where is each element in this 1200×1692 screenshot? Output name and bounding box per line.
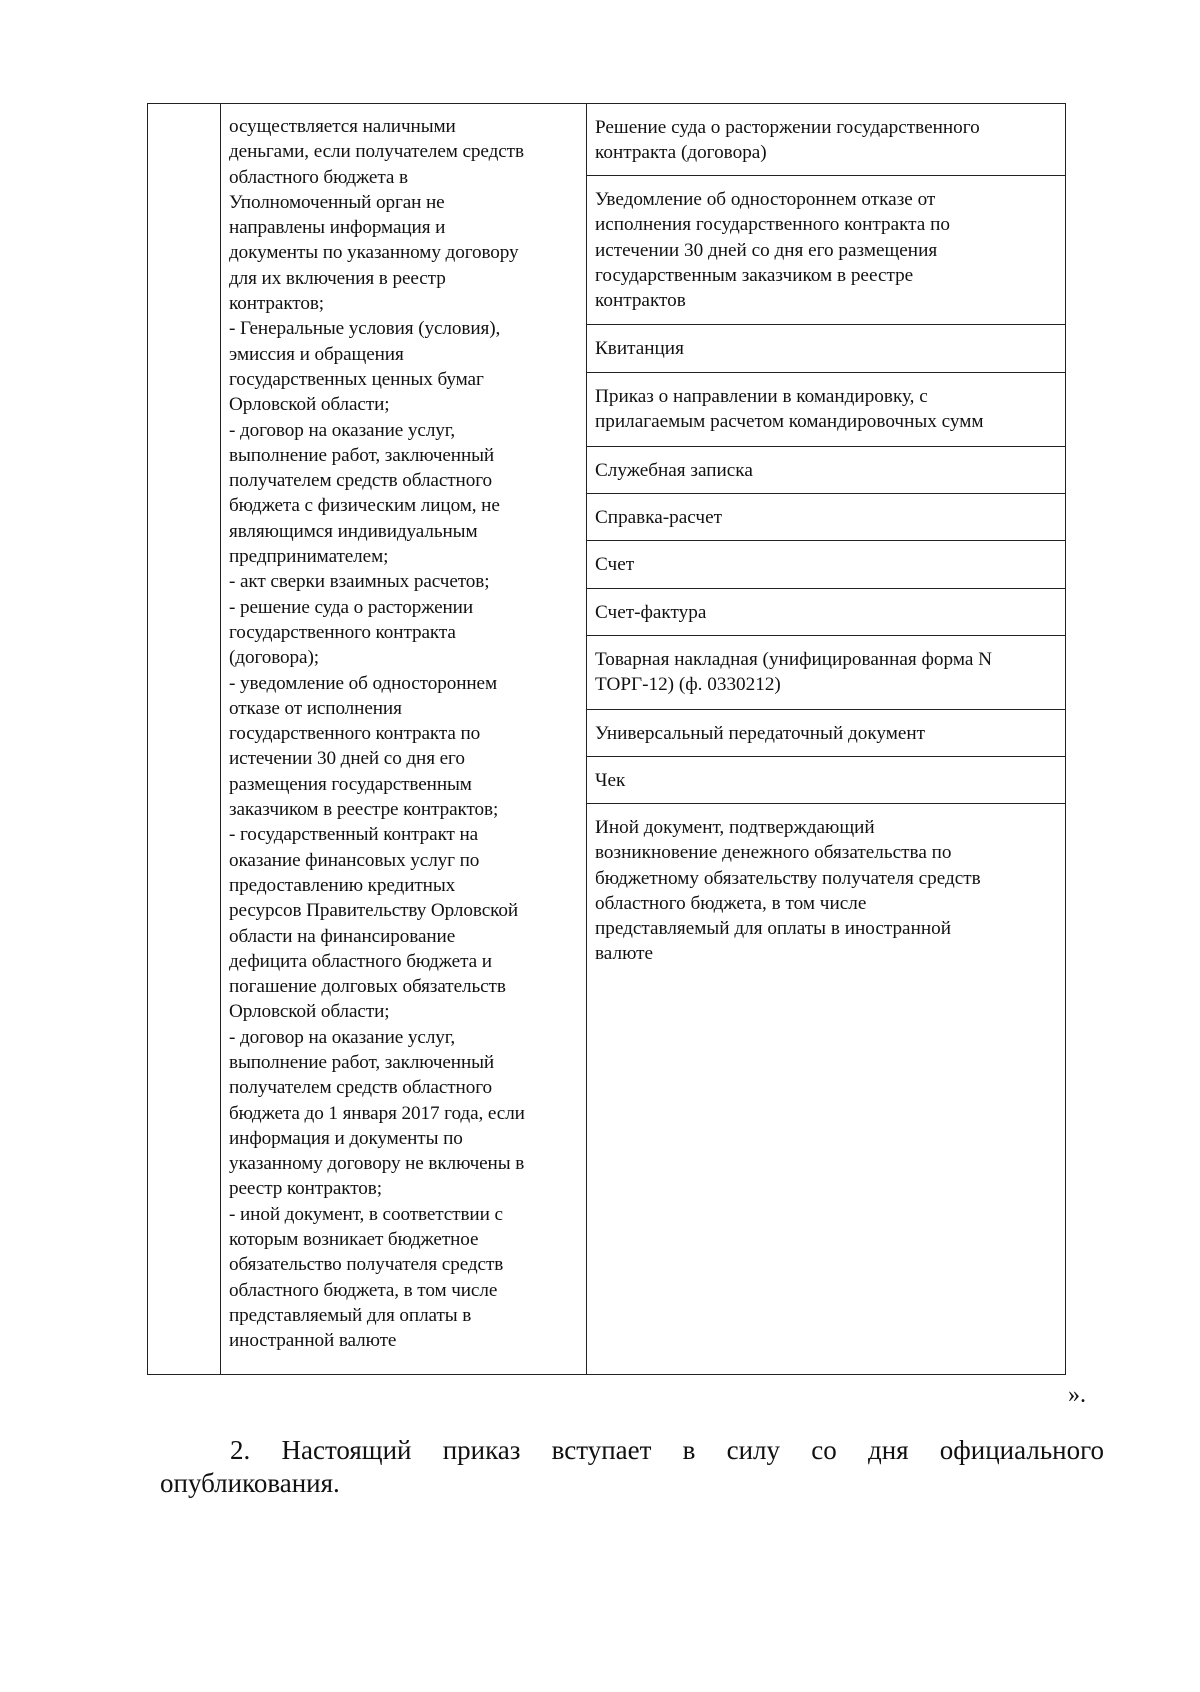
table-cell: Чек — [587, 757, 1065, 804]
table-cell: Приказ о направлении в командировку, с прилагаемым расчетом командировочных сумм — [587, 373, 1065, 447]
table-column-supporting-documents — [587, 104, 1065, 1374]
table-cell: Универсальный передаточный документ — [587, 710, 1065, 757]
table-cell: Счет — [587, 541, 1065, 589]
document-types-text: осуществляется наличными деньгами, если получателем средств областного бюджета в Уполномоченный орган не направлены информация и документы по указанному договору для их включения в реестр контрактов; - Генеральные условия (условия), эмиссия и обращения государственных ценных бумаг Орловской области; - договор на оказание услуг, выполнение работ, заключенный получателем средств областного бюджета с физическим лицом, не являющимся индивидуальным предпринимателем; - акт сверки взаимных расчетов; - решение суда о расторжении государственного контракта (договора); - уведомление об одностороннем отказе от исполнения государственного контракта по истечении 30 дней со дня его размещения государственным заказчиком в реестре контрактов; - государственный контракт на оказание финансовых услуг по предоставлению кредитных ресурсов Правительству Орловской области на финансирование дефицита областного бюджета и погашение долговых обязательств Орловской области; - договор на оказание услуг, выполнение работ, заключенный получателем средств областного бюджета до 1 января 2017 года, если информация и документы по указанному договору не включены в реестр контрактов; - иной документ, в соответствии с которым возникает бюджетное обязательство получателя средств областного бюджета, в том числе представляемый для оплаты в иностранной валюте — [229, 116, 525, 1352]
table-column-document-types — [221, 104, 587, 1374]
table-cell: Квитанция — [587, 325, 1065, 373]
table-cell: Уведомление об одностороннем отказе от исполнения государственного контракта по истечении 30 дней со дня его размещения государственным заказчиком в реестре контрактов — [587, 176, 1065, 325]
table-column-empty — [148, 104, 221, 1374]
table-cell: Иной документ, подтверждающий возникновение денежного обязательства по бюджетному обязательству получателя средств областного бюджета, в том числе представляемый для оплаты в иностранной валюте — [595, 817, 981, 965]
table-cell: Товарная накладная (унифицированная форма N ТОРГ-12) (ф. 0330212) — [587, 636, 1065, 710]
table-cell: Справка-расчет — [587, 494, 1065, 541]
effective-date-paragraph — [160, 1434, 1104, 1500]
table-cell: Счет-фактура — [587, 589, 1065, 636]
paragraph-line: 2. Настоящий приказ вступает в силу со дня официального — [230, 1435, 1104, 1465]
closing-quote: ». — [1068, 1382, 1086, 1408]
table-cell: Решение суда о расторжении государственного контракта (договора) — [587, 104, 1065, 176]
documents-table — [147, 103, 1066, 1375]
paragraph-line: опубликования. — [160, 1468, 340, 1498]
table-cell: Служебная записка — [587, 447, 1065, 494]
